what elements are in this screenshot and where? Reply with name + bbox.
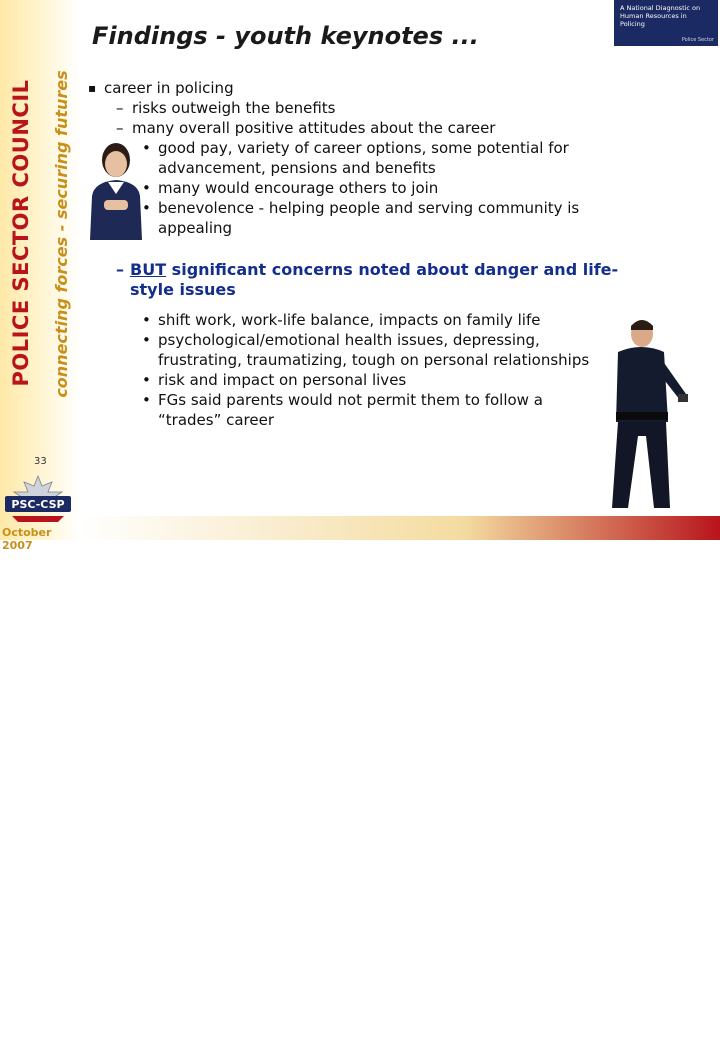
list-item: • shift work, work-life balance, impacts on family life <box>88 310 618 330</box>
list-item: • psychological/emotional health issues, depressing, frustrating, traumatizing, tough on personal relationships <box>88 330 608 370</box>
concern-heading <box>88 260 658 300</box>
list-item: – risks outweigh the benefits <box>88 98 658 118</box>
concern-list <box>88 310 618 430</box>
date: October 2007 <box>2 526 52 552</box>
concern-prefix: BUT <box>130 260 167 279</box>
content-body <box>88 78 658 430</box>
sidebar-page-number: 33 <box>34 456 47 467</box>
list-item: • good pay, variety of career options, some potential for advancement, pensions and benefits <box>88 138 658 178</box>
list-item: • benevolence - helping people and serving community is appealing <box>88 198 658 238</box>
logo-text: PSC-CSP <box>11 498 65 511</box>
psc-logo <box>2 474 74 524</box>
page-title: Findings - youth keynotes ... <box>92 22 479 50</box>
list-item: – many overall positive attitudes about the career <box>88 118 658 138</box>
main-bullet: ▪ career in policing <box>88 78 658 98</box>
list-item: • risk and impact on personal lives <box>88 370 618 390</box>
org-name: POLICE SECTOR COUNCIL <box>9 79 33 387</box>
slide-number: 33 <box>691 1039 708 1053</box>
badge-sub: Police Sector <box>681 37 714 43</box>
diagnostic-badge <box>614 0 718 46</box>
list-item: • many would encourage others to join <box>88 178 658 198</box>
badge-text: A National Diagnostic on Human Resources in Policing <box>620 4 701 28</box>
sidebar <box>0 0 80 552</box>
footer-bar <box>80 516 720 1053</box>
concern-rest: significant concerns noted about danger and life-style issues <box>130 260 619 299</box>
tagline: connecting forces - securing futures <box>52 70 71 398</box>
list-item: • FGs said parents would not permit them to follow a “trades” career <box>88 390 608 430</box>
